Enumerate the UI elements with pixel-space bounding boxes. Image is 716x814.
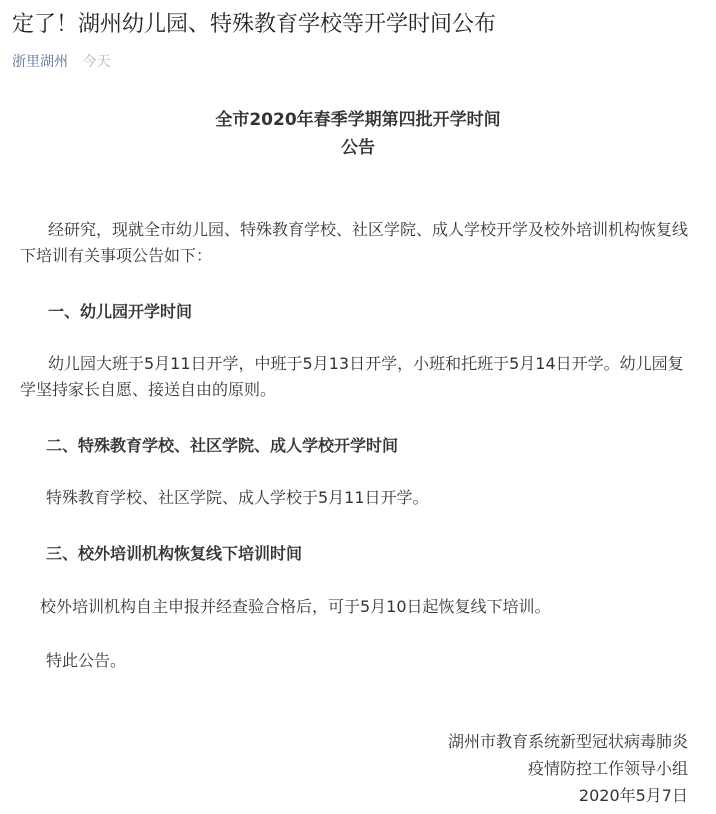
section1-body: 幼儿园大班于5月11日开学，中班于5月13日开学，小班和托班于5月14日开学。幼儿园复学坚持家长自愿、接送自由的原则。 (20, 354, 684, 399)
section3-title: 三、校外培训机构恢复线下培训时间 (46, 544, 303, 563)
section2-body: 特殊教育学校、社区学院、成人学校于5月11日开学。 (46, 488, 429, 507)
signature-date: 2020年5月7日 (578, 786, 688, 805)
account-name-link[interactable]: 浙里湖州 (12, 54, 68, 70)
publish-date: 今天 (82, 54, 111, 70)
signature-org-line1: 湖州市教育系统新型冠状病毒肺炎 (447, 732, 688, 751)
section2-title: 二、特殊教育学校、社区学院、成人学校开学时间 (46, 436, 399, 455)
article-meta (12, 52, 110, 72)
notice-heading-line1: 全市2020年春季学期第四批开学时间 (215, 110, 501, 130)
notice-intro: 经研究，现就全市幼儿园、特殊教育学校、社区学院、成人学校开学及校外培训机构恢复线下培训有关事项公告如下： (20, 220, 689, 265)
section1-title: 一、幼儿园开学时间 (48, 302, 193, 321)
notice-heading-line2: 公告 (341, 138, 375, 158)
closing-text: 特此公告。 (46, 651, 127, 670)
article-title: 定了！湖州幼儿园、特殊教育学校等开学时间公布 (12, 12, 497, 37)
signature-org-line2: 疫情防控工作领导小组 (527, 759, 688, 778)
section3-body: 校外培训机构自主申报并经查验合格后，可于5月10日起恢复线下培训。 (40, 597, 551, 616)
